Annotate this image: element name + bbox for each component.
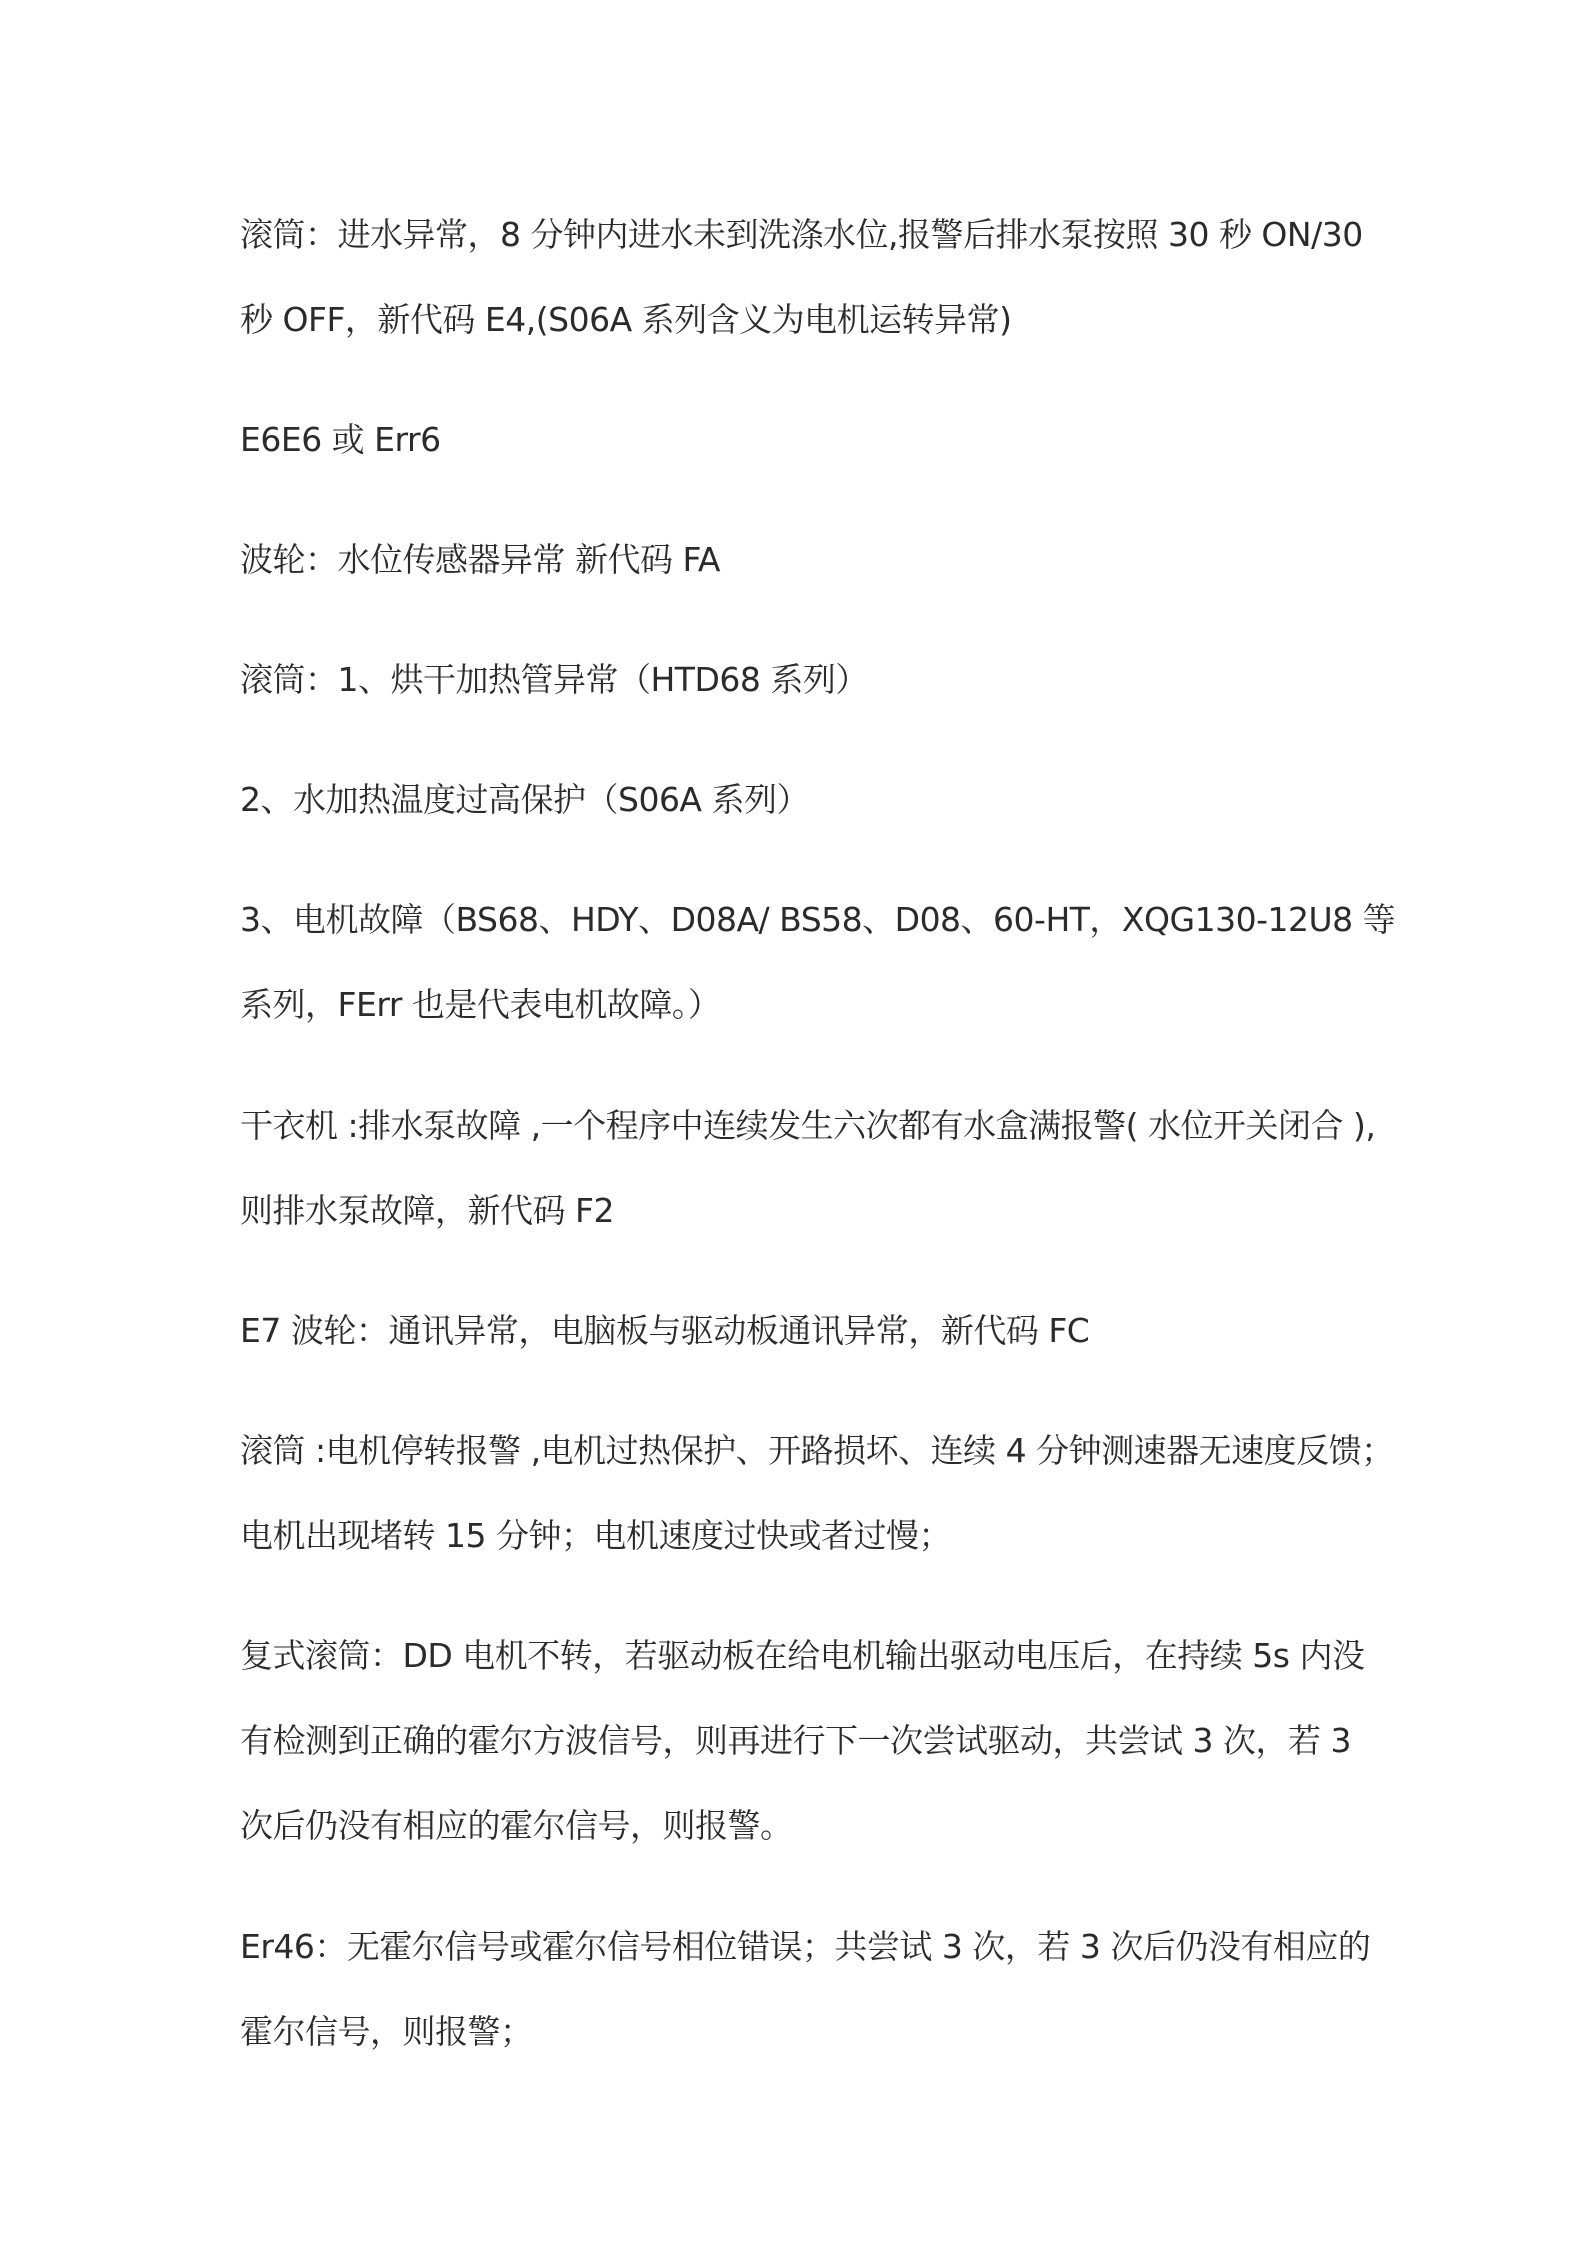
text-line: Er46：无霍尔信号或霍尔信号相位错误；共尝试 3 次，若 3 次后仍没有相应的 [240,1927,1371,1966]
text-line: 2、水加热温度过高保护（S06A 系列） [240,780,809,819]
text-line: 系列，FErr 也是代表电机故障。） [240,985,721,1024]
text-line: 干衣机 :排水泵故障 ,一个程序中连续发生六次都有水盒满报警( 水位开关闭合 ), [240,1106,1376,1145]
text-line: 滚筒 :电机停转报警 ,电机过热保护、开路损坏、连续 4 分钟测速器无速度反馈； [240,1431,1394,1470]
text-line: E6E6 或 Err6 [240,420,441,459]
text-line: 次后仍没有相应的霍尔信号，则报警。 [240,1806,793,1845]
text-line: 霍尔信号，则报警； [240,2012,533,2051]
text-line: 有检测到正确的霍尔方波信号，则再进行下一次尝试驱动，共尝试 3 次，若 3 [240,1721,1351,1760]
text-line: 滚筒：1、烘干加热管异常（HTD68 系列） [240,660,868,699]
text-line: 波轮：水位传感器异常 新代码 FA [240,540,721,579]
text-line: 滚筒：进水异常，8 分钟内进水未到洗涤水位,报警后排水泵按照 30 秒 ON/30 [240,215,1363,254]
text-line: 秒 OFF，新代码 E4,(S06A 系列含义为电机运转异常) [240,300,1012,339]
text-line: 电机出现堵转 15 分钟；电机速度过快或者过慢； [240,1516,951,1555]
text-line: 复式滚筒：DD 电机不转，若驱动板在给电机输出驱动电压后，在持续 5s 内没 [240,1636,1365,1675]
text-line: 则排水泵故障，新代码 F2 [240,1191,614,1230]
text-line: 3、电机故障（BS68、HDY、D08A/ BS58、D08、60-HT，XQG130-12U8 等 [240,900,1396,939]
text-line: E7 波轮：通讯异常，电脑板与驱动板通讯异常，新代码 FC [240,1311,1090,1350]
